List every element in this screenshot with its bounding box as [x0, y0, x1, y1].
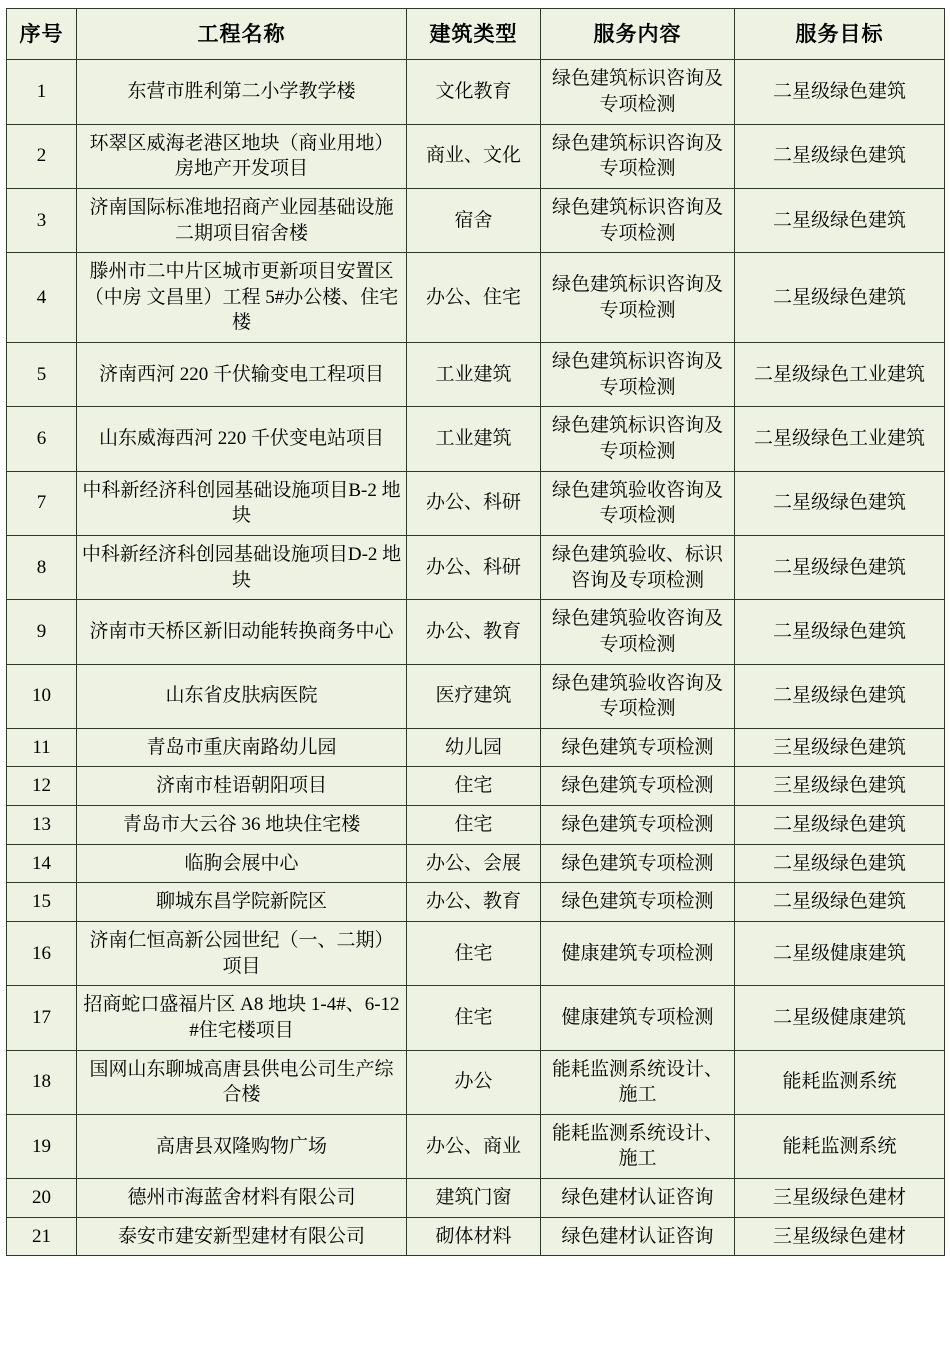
table-row	[7, 1050, 945, 1114]
table-row	[7, 664, 945, 728]
table-row	[7, 806, 945, 845]
cell-project-name: 泰安市建安新型建材有限公司	[77, 1217, 407, 1256]
cell-service-content: 绿色建材认证咨询	[541, 1217, 735, 1256]
table-row	[7, 535, 945, 599]
cell-index: 18	[7, 1050, 77, 1114]
cell-service-goal: 二星级绿色建筑	[735, 664, 945, 728]
table-row	[7, 883, 945, 922]
table-row	[7, 253, 945, 343]
cell-service-content: 能耗监测系统设计、施工	[541, 1114, 735, 1178]
cell-project-name: 青岛市大云谷 36 地块住宅楼	[77, 806, 407, 845]
table-row	[7, 1179, 945, 1218]
cell-service-content: 绿色建筑标识咨询及专项检测	[541, 343, 735, 407]
cell-index: 6	[7, 407, 77, 471]
cell-project-name: 环翠区威海老港区地块（商业用地）房地产开发项目	[77, 124, 407, 188]
cell-building-type: 办公、教育	[407, 883, 541, 922]
cell-service-goal: 二星级绿色工业建筑	[735, 407, 945, 471]
cell-project-name: 中科新经济科创园基础设施项目D-2 地块	[77, 535, 407, 599]
cell-service-goal: 三星级绿色建材	[735, 1179, 945, 1218]
cell-service-goal: 二星级绿色建筑	[735, 844, 945, 883]
column-header-goal: 服务目标	[735, 9, 945, 60]
table-row	[7, 922, 945, 986]
cell-index: 16	[7, 922, 77, 986]
cell-service-goal: 二星级绿色建筑	[735, 253, 945, 343]
cell-service-content: 绿色建筑专项检测	[541, 767, 735, 806]
table-header-row	[7, 9, 945, 60]
cell-service-goal: 二星级绿色建筑	[735, 188, 945, 252]
table-row	[7, 188, 945, 252]
cell-service-content: 绿色建筑标识咨询及专项检测	[541, 124, 735, 188]
cell-building-type: 办公、教育	[407, 600, 541, 664]
cell-project-name: 中科新经济科创园基础设施项目B-2 地块	[77, 471, 407, 535]
cell-building-type: 办公、科研	[407, 471, 541, 535]
cell-service-content: 健康建筑专项检测	[541, 922, 735, 986]
table-row	[7, 728, 945, 767]
cell-service-goal: 能耗监测系统	[735, 1050, 945, 1114]
table-row	[7, 600, 945, 664]
column-header-name: 工程名称	[77, 9, 407, 60]
cell-service-content: 绿色建筑验收咨询及专项检测	[541, 600, 735, 664]
cell-service-goal: 二星级绿色建筑	[735, 535, 945, 599]
cell-service-content: 绿色建筑验收、标识咨询及专项检测	[541, 535, 735, 599]
cell-service-goal: 二星级绿色工业建筑	[735, 343, 945, 407]
cell-building-type: 砌体材料	[407, 1217, 541, 1256]
cell-project-name: 聊城东昌学院新院区	[77, 883, 407, 922]
cell-service-goal: 二星级绿色建筑	[735, 806, 945, 845]
cell-index: 10	[7, 664, 77, 728]
cell-index: 17	[7, 986, 77, 1050]
cell-index: 2	[7, 124, 77, 188]
project-table	[6, 8, 945, 1256]
cell-building-type: 办公	[407, 1050, 541, 1114]
cell-service-content: 健康建筑专项检测	[541, 986, 735, 1050]
cell-building-type: 办公、商业	[407, 1114, 541, 1178]
cell-service-content: 绿色建筑标识咨询及专项检测	[541, 407, 735, 471]
cell-service-goal: 二星级绿色建筑	[735, 471, 945, 535]
cell-service-goal: 二星级绿色建筑	[735, 883, 945, 922]
cell-building-type: 商业、文化	[407, 124, 541, 188]
table-row	[7, 124, 945, 188]
cell-service-goal: 能耗监测系统	[735, 1114, 945, 1178]
cell-service-goal: 三星级绿色建筑	[735, 728, 945, 767]
cell-service-goal: 二星级健康建筑	[735, 922, 945, 986]
cell-building-type: 办公、住宅	[407, 253, 541, 343]
cell-index: 4	[7, 253, 77, 343]
cell-building-type: 建筑门窗	[407, 1179, 541, 1218]
cell-project-name: 临朐会展中心	[77, 844, 407, 883]
cell-building-type: 工业建筑	[407, 407, 541, 471]
cell-project-name: 济南市桂语朝阳项目	[77, 767, 407, 806]
cell-service-content: 绿色建筑标识咨询及专项检测	[541, 60, 735, 124]
cell-service-content: 绿色建筑标识咨询及专项检测	[541, 188, 735, 252]
cell-service-content: 能耗监测系统设计、施工	[541, 1050, 735, 1114]
table-row	[7, 60, 945, 124]
cell-project-name: 东营市胜利第二小学教学楼	[77, 60, 407, 124]
cell-building-type: 办公、科研	[407, 535, 541, 599]
cell-project-name: 滕州市二中片区城市更新项目安置区（中房 文昌里）工程 5#办公楼、住宅楼	[77, 253, 407, 343]
cell-building-type: 住宅	[407, 806, 541, 845]
column-header-index: 序号	[7, 9, 77, 60]
cell-project-name: 德州市海蓝舍材料有限公司	[77, 1179, 407, 1218]
table-row	[7, 767, 945, 806]
table-row	[7, 471, 945, 535]
table-row	[7, 844, 945, 883]
column-header-type: 建筑类型	[407, 9, 541, 60]
cell-index: 20	[7, 1179, 77, 1218]
cell-project-name: 山东威海西河 220 千伏变电站项目	[77, 407, 407, 471]
table-row	[7, 407, 945, 471]
cell-index: 14	[7, 844, 77, 883]
cell-building-type: 办公、会展	[407, 844, 541, 883]
cell-index: 3	[7, 188, 77, 252]
cell-service-goal: 二星级健康建筑	[735, 986, 945, 1050]
cell-index: 7	[7, 471, 77, 535]
table-row	[7, 1114, 945, 1178]
cell-index: 21	[7, 1217, 77, 1256]
cell-project-name: 国网山东聊城高唐县供电公司生产综合楼	[77, 1050, 407, 1114]
cell-service-content: 绿色建筑专项检测	[541, 728, 735, 767]
cell-service-content: 绿色建筑标识咨询及专项检测	[541, 253, 735, 343]
cell-index: 12	[7, 767, 77, 806]
cell-index: 15	[7, 883, 77, 922]
cell-building-type: 幼儿园	[407, 728, 541, 767]
cell-service-content: 绿色建筑验收咨询及专项检测	[541, 471, 735, 535]
cell-project-name: 青岛市重庆南路幼儿园	[77, 728, 407, 767]
table-row	[7, 343, 945, 407]
cell-project-name: 济南仁恒高新公园世纪（一、二期）项目	[77, 922, 407, 986]
cell-index: 11	[7, 728, 77, 767]
cell-service-goal: 二星级绿色建筑	[735, 124, 945, 188]
cell-project-name: 高唐县双隆购物广场	[77, 1114, 407, 1178]
cell-service-content: 绿色建筑专项检测	[541, 806, 735, 845]
cell-building-type: 工业建筑	[407, 343, 541, 407]
cell-service-goal: 二星级绿色建筑	[735, 60, 945, 124]
cell-building-type: 文化教育	[407, 60, 541, 124]
table-body	[7, 60, 945, 1256]
cell-index: 19	[7, 1114, 77, 1178]
cell-project-name: 济南西河 220 千伏输变电工程项目	[77, 343, 407, 407]
cell-building-type: 住宅	[407, 767, 541, 806]
cell-project-name: 山东省皮肤病医院	[77, 664, 407, 728]
cell-index: 1	[7, 60, 77, 124]
cell-service-content: 绿色建材认证咨询	[541, 1179, 735, 1218]
cell-service-goal: 三星级绿色建材	[735, 1217, 945, 1256]
cell-building-type: 宿舍	[407, 188, 541, 252]
cell-building-type: 医疗建筑	[407, 664, 541, 728]
cell-building-type: 住宅	[407, 986, 541, 1050]
cell-project-name: 济南市天桥区新旧动能转换商务中心	[77, 600, 407, 664]
cell-index: 13	[7, 806, 77, 845]
cell-building-type: 住宅	[407, 922, 541, 986]
table-row	[7, 1217, 945, 1256]
column-header-service: 服务内容	[541, 9, 735, 60]
table-header	[7, 9, 945, 60]
cell-service-content: 绿色建筑专项检测	[541, 883, 735, 922]
cell-service-content: 绿色建筑验收咨询及专项检测	[541, 664, 735, 728]
cell-project-name: 济南国际标准地招商产业园基础设施二期项目宿舍楼	[77, 188, 407, 252]
table-row	[7, 986, 945, 1050]
cell-service-goal: 二星级绿色建筑	[735, 600, 945, 664]
cell-index: 5	[7, 343, 77, 407]
cell-service-content: 绿色建筑专项检测	[541, 844, 735, 883]
cell-index: 8	[7, 535, 77, 599]
cell-service-goal: 三星级绿色建筑	[735, 767, 945, 806]
cell-project-name: 招商蛇口盛福片区 A8 地块 1-4#、6-12#住宅楼项目	[77, 986, 407, 1050]
cell-index: 9	[7, 600, 77, 664]
